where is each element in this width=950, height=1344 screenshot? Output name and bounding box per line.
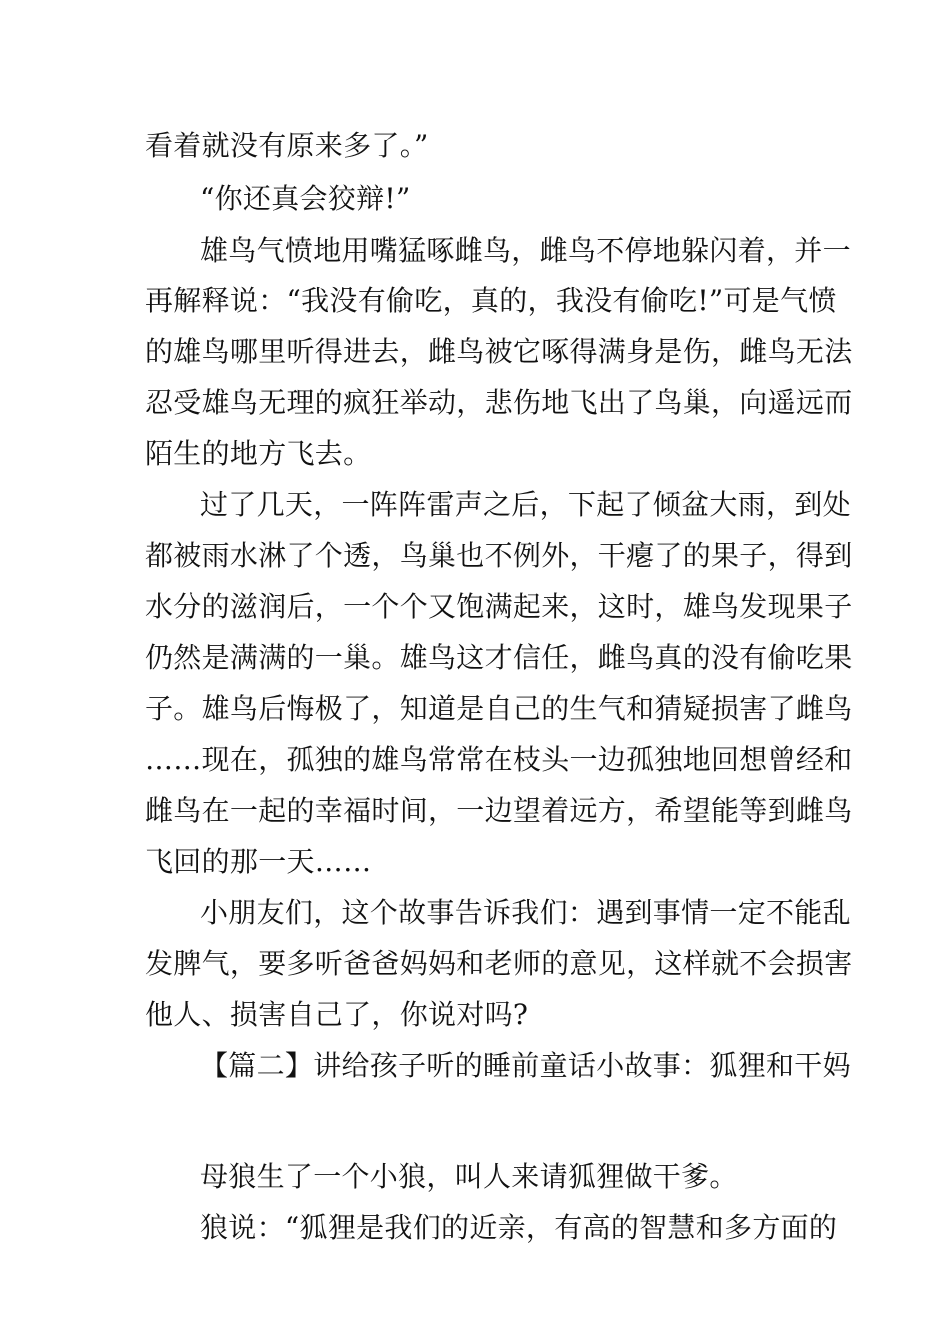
text-line: ……现在，孤独的雄鸟常常在枝头一边孤独地回想曾经和 [145, 743, 853, 776]
text-line: 狼说：“狐狸是我们的近亲，有高的智慧和多方面的 [200, 1211, 838, 1244]
text-line: 看着就没有原来多了。” [145, 129, 429, 162]
text-line: 的雄鸟哪里听得进去，雌鸟被它啄得满身是伤，雌鸟无法 [145, 335, 853, 368]
text-line: 仍然是满满的一巢。雄鸟这才信任，雌鸟真的没有偷吃果 [145, 641, 853, 674]
text-line: “你还真会狡辩!” [200, 182, 411, 215]
text-line: 过了几天，一阵阵雷声之后，下起了倾盆大雨，到处 [200, 488, 851, 521]
text-line: 雌鸟在一起的幸福时间，一边望着远方，希望能等到雌鸟 [145, 794, 853, 827]
text-line: 忍受雄鸟无理的疯狂举动，悲伤地飞出了鸟巢，向遥远而 [145, 386, 853, 419]
text-line: 都被雨水淋了个透，鸟巢也不例外，干瘪了的果子，得到 [145, 539, 853, 572]
text-line: 飞回的那一天…… [145, 845, 372, 878]
text-line: 他人、损害自己了，你说对吗? [145, 998, 529, 1031]
text-line: 小朋友们，这个故事告诉我们：遇到事情一定不能乱 [200, 896, 851, 929]
text-line: 水分的滋润后，一个个又饱满起来，这时，雄鸟发现果子 [145, 590, 853, 623]
text-line: 再解释说：“我没有偷吃，真的，我没有偷吃!”可是气愤 [145, 284, 837, 317]
text-line: 子。雄鸟后悔极了，知道是自己的生气和猜疑损害了雌鸟 [145, 692, 853, 725]
text-line: 雄鸟气愤地用嘴猛啄雌鸟，雌鸟不停地躲闪着，并一 [200, 234, 851, 267]
text-line: 发脾气，要多听爸爸妈妈和老师的意见，这样就不会损害 [145, 947, 853, 980]
section-heading: 【篇二】讲给孩子听的睡前童话小故事：狐狸和干妈 [200, 1049, 851, 1082]
text-line: 母狼生了一个小狼，叫人来请狐狸做干爹。 [200, 1160, 738, 1193]
text-line: 陌生的地方飞去。 [145, 437, 372, 470]
